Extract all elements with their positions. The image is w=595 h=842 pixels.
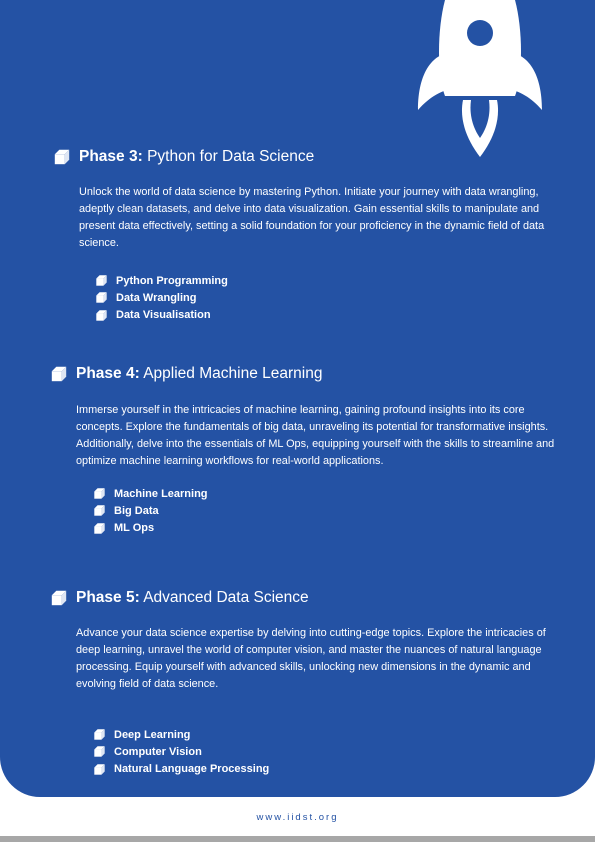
phase-5-heading — [50, 587, 560, 609]
topic-item — [95, 307, 563, 324]
phase-4-heading — [50, 363, 560, 385]
topic-item — [93, 761, 560, 778]
topic-item — [93, 520, 560, 537]
cube-icon — [53, 148, 71, 166]
topic-label: Python Programming — [116, 274, 228, 287]
topic-label: Computer Vision — [114, 745, 202, 758]
topic-item — [95, 272, 563, 289]
phase-3-topic-list — [95, 272, 563, 324]
topic-item — [93, 485, 560, 502]
topic-label: Big Data — [114, 504, 159, 517]
phase-4-prefix: Phase 4: — [76, 365, 140, 382]
phase-4-title: Applied Machine Learning — [143, 365, 323, 382]
cube-icon — [95, 274, 108, 287]
cube-icon — [93, 487, 106, 500]
topic-item — [93, 502, 560, 519]
topic-label: ML Ops — [114, 522, 155, 535]
topic-label: Natural Language Processing — [114, 763, 270, 776]
topic-label: Machine Learning — [114, 487, 208, 500]
topic-item — [93, 743, 560, 760]
phase-5-prefix: Phase 5: — [76, 589, 140, 606]
cube-icon — [93, 745, 106, 758]
phase-4-description: Immerse yourself in the intricacies of machine learning, gaining profound insights into its core concepts. Explore the fundamentals of big data, unraveling its potential for transformative insights. Additionally, delve into the essentials of ML Ops, equipping yourself with the skills to streamline and optimize machine learning workflows for real-world applications. — [76, 404, 555, 467]
cube-icon — [95, 309, 108, 322]
footer-bar — [0, 836, 595, 842]
phase-3-section — [53, 146, 563, 324]
phase-3-heading — [53, 146, 563, 168]
phase-3-prefix: Phase 3: — [79, 148, 143, 165]
cube-icon — [50, 365, 68, 383]
topic-item — [93, 726, 560, 743]
topic-label: Data Visualisation — [116, 309, 211, 322]
topic-label: Deep Learning — [114, 728, 191, 741]
phase-3-description: Unlock the world of data science by mastering Python. Initiate your journey with data wrangling, adeptly clean datasets, and delve into data visualization. Gain essential skills to manipulate and present data effectively, setting a solid foundation for your proficiency in the dynamic field of data science. — [79, 186, 545, 249]
cube-icon — [50, 589, 68, 607]
footer-website-link[interactable]: www.iidst.org — [256, 812, 339, 823]
phase-5-topic-list — [93, 726, 560, 778]
rocket-icon — [415, 0, 545, 160]
topic-item — [95, 289, 563, 306]
phase-4-topic-list — [93, 485, 560, 537]
phase-3-title: Python for Data Science — [147, 148, 315, 165]
phase-5-title: Advanced Data Science — [143, 589, 309, 606]
topic-label: Data Wrangling — [116, 291, 197, 304]
cube-icon — [93, 728, 106, 741]
phase-4-section — [50, 363, 560, 537]
phase-5-section — [50, 587, 560, 778]
cube-icon — [93, 763, 106, 776]
cube-icon — [93, 522, 106, 535]
phase-5-description: Advance your data science expertise by delving into cutting-edge topics. Explore the intricacies of deep learning, unravel the world of computer vision, and master the nuances of natural language processing. Equip yourself with advanced skills, unlocking new dimensions in the dynamic and evolving field of data science. — [76, 627, 546, 690]
cube-icon — [93, 504, 106, 517]
cube-icon — [95, 291, 108, 304]
